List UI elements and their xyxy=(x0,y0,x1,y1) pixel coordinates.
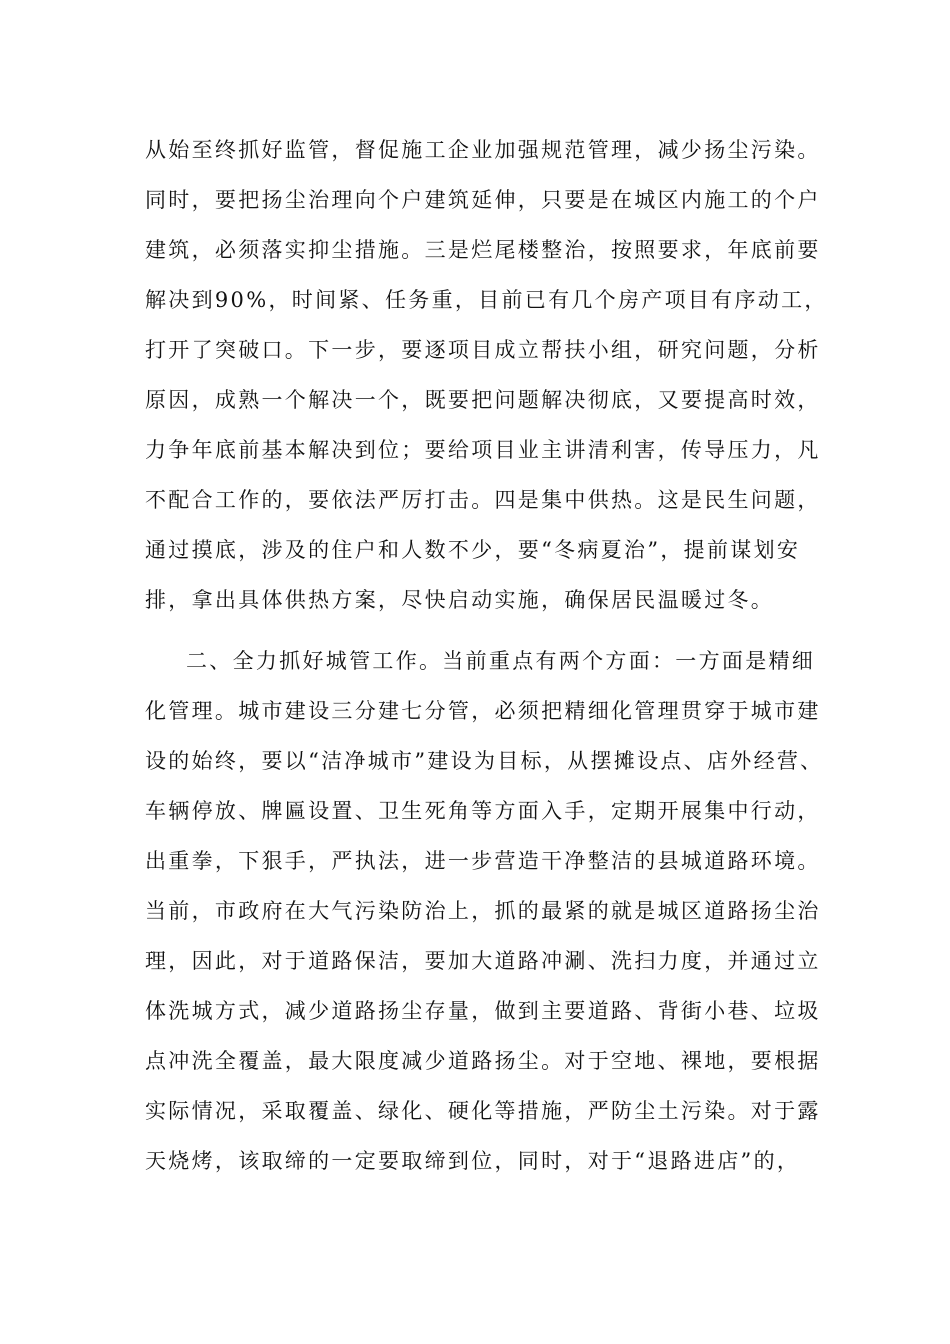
text-line: 当前，市政府在大气污染防治上，抓的最紧的就是城区道路扬尘治 xyxy=(145,899,821,923)
text-line: 力争年底前基本解决到位；要给项目业主讲清利害，传导压力，凡 xyxy=(145,438,821,462)
text-line: 建筑，必须落实抑尘措施。三是烂尾楼整治，按照要求，年底前要 xyxy=(145,238,821,262)
paragraph-heading-line: 二、全力抓好城管工作。当前重点有两个方面：一方面是精细 xyxy=(186,649,816,673)
text-line: 解决到90%，时间紧、任务重，目前已有几个房产项目有序动工， xyxy=(145,288,828,312)
text-line: 设的始终，要以“洁净城市”建设为目标，从摆摊设点、店外经营、 xyxy=(145,749,824,773)
text-line: 体洗城方式，减少道路扬尘存量，做到主要道路、背街小巷、垃圾 xyxy=(145,999,821,1023)
text-line: 通过摸底，涉及的住户和人数不少，要“冬病夏治”，提前谋划安 xyxy=(145,538,801,562)
text-line: 理，因此，对于道路保洁，要加大道路冲涮、洗扫力度，并通过立 xyxy=(145,949,821,973)
text-line: 化管理。城市建设三分建七分管，必须把精细化管理贯穿于城市建 xyxy=(145,699,821,723)
text-line: 出重拳，下狠手，严执法，进一步营造干净整洁的县城道路环境。 xyxy=(145,849,821,873)
text-line: 打开了突破口。下一步，要逐项目成立帮扶小组，研究问题，分析 xyxy=(145,338,821,362)
text-line: 从始至终抓好监管，督促施工企业加强规范管理，减少扬尘污染。 xyxy=(145,138,821,162)
text-line: 同时，要把扬尘治理向个户建筑延伸，只要是在城区内施工的个户 xyxy=(145,188,821,212)
text-line: 天烧烤，该取缔的一定要取缔到位，同时，对于“退路进店”的， xyxy=(145,1149,801,1173)
text-line: 排，拿出具体供热方案，尽快启动实施，确保居民温暖过冬。 xyxy=(145,588,775,612)
text-line: 原因，成熟一个解决一个，既要把问题解决彻底，又要提高时效， xyxy=(145,388,821,412)
text-line: 车辆停放、牌匾设置、卫生死角等方面入手，定期开展集中行动， xyxy=(145,799,821,823)
text-line: 点冲洗全覆盖，最大限度减少道路扬尘。对于空地、裸地，要根据 xyxy=(145,1049,821,1073)
text-line: 实际情况，采取覆盖、绿化、硬化等措施，严防尘土污染。对于露 xyxy=(145,1099,821,1123)
text-line: 不配合工作的，要依法严厉打击。四是集中供热。这是民生问题， xyxy=(145,488,821,512)
